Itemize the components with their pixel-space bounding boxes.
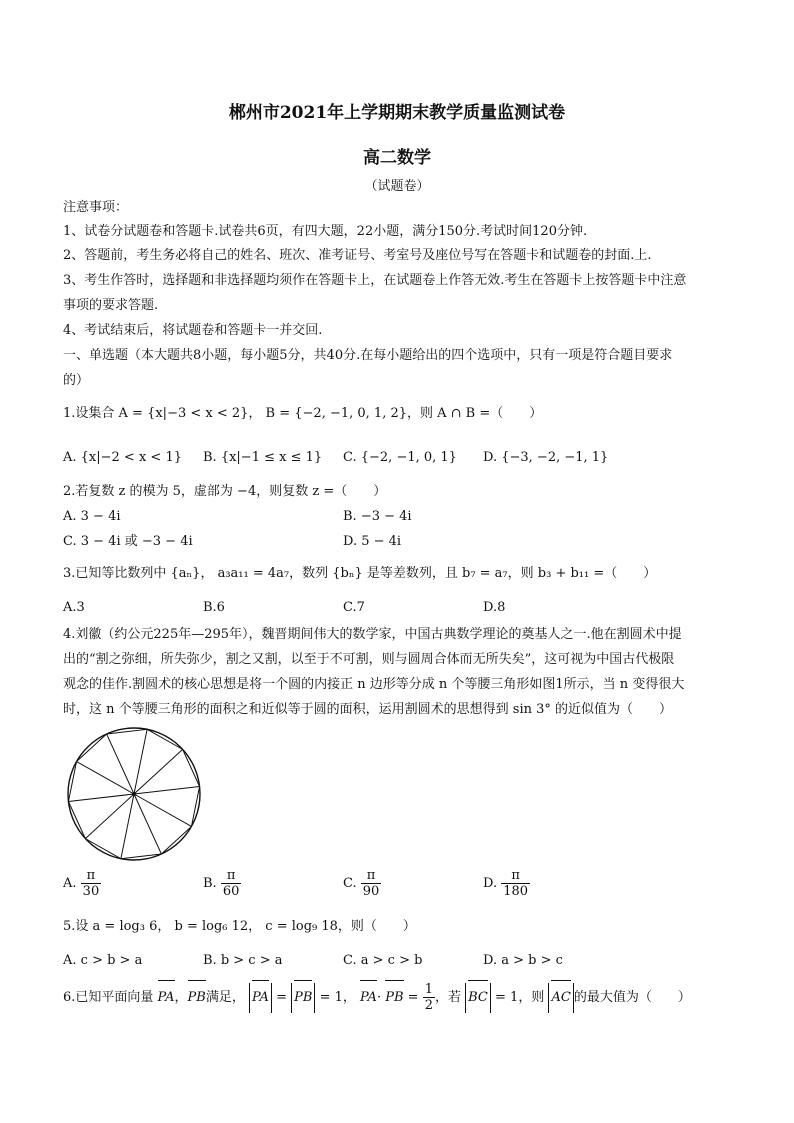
vector-ac: AC — [551, 983, 570, 1013]
frac-numerator: π — [361, 868, 382, 884]
q3-option-c: C.7 — [343, 600, 365, 615]
q2-stem: 2.若复数 z 的模为 5，虚部为 −4，则复数 z =（ ） — [63, 484, 387, 499]
q4-option-b-fraction — [221, 868, 242, 899]
q3-stem: 3.已知等比数列中 {aₙ}， a₃a₁₁ = 4a₇，数列 {bₙ} 是等差数列，且 b₇ = a₇，则 b₃ + b₁₁ =（ ） — [63, 566, 657, 581]
q3-option-b: B.6 — [203, 600, 225, 615]
q3-option-d: D.8 — [483, 600, 506, 615]
q4-option-c — [343, 868, 381, 899]
q4-line-4: 时，这 n 个等腰三角形的面积之和近似等于圆的面积，运用割圆术的思想得到 sin 3° 的近似值为（ ） — [63, 702, 673, 717]
notice-line-3b: 事项的要求答题. — [63, 298, 159, 313]
q1-option-d: D. {−3, −2, −1, 1} — [483, 450, 609, 465]
abs-ac — [548, 983, 573, 1013]
q4-option-d-fraction — [501, 868, 530, 899]
frac-numerator: π — [81, 868, 102, 884]
q6-part-2: 满足， — [205, 990, 245, 1005]
exam-subtitle: 高二数学 — [363, 148, 431, 168]
q4-option-a-label: A. — [63, 876, 77, 891]
section-heading-b: 的） — [63, 373, 90, 388]
q4-option-b-label: B. — [203, 876, 217, 891]
q6-eqsign: = — [403, 990, 423, 1005]
vector-pb-dot: PB — [385, 983, 403, 1013]
vector-pa-dot: PA — [360, 983, 377, 1013]
polygon-edge — [85, 839, 121, 859]
vector-pa-inner: PA — [252, 983, 269, 1013]
q4-option-a — [63, 868, 101, 899]
q2-option-b: B. −3 − 4i — [343, 509, 412, 524]
exam-title: 郴州市2021年上学期期末教学质量监测试卷 — [228, 103, 566, 123]
q6-eq1: = 1， — [319, 990, 356, 1005]
notice-heading: 注意事项： — [63, 200, 129, 215]
vector-pa: PA — [158, 983, 175, 1013]
q6-stem: 6.已知平面向量 PA，PB满足， PA = PB = 1， PA· PB = $\frac{1}{2}$ ，若 BC = 1，则 AC 的最大值为（ ） — [63, 982, 691, 1013]
vector-pb: PB — [188, 983, 206, 1013]
q1-option-a: A. {x|−2 < x < 1} — [63, 450, 182, 465]
frac-denominator: 180 — [503, 884, 529, 899]
q6-part-3: ，若 — [434, 990, 461, 1005]
q5-option-d: D. a > b > c — [483, 953, 563, 968]
vector-pb-inner: PB — [294, 983, 312, 1013]
half-fraction — [423, 982, 435, 1013]
frac-denominator: 2 — [424, 998, 433, 1013]
polygon-edge — [68, 802, 85, 839]
notice-line-3a: 3、考生作答时，选择题和非选择题均须作在答题卡上，在试题卷上作答无效.考生在答题卡上按答题卡中注意 — [63, 273, 687, 288]
vector-bc: BC — [468, 983, 488, 1013]
inscribed-polygon-figure — [64, 724, 204, 864]
q4-option-c-fraction — [361, 868, 382, 899]
polygon-spoke — [134, 794, 191, 826]
abs-bc — [465, 983, 491, 1013]
q6-part-1: 6.已知平面向量 — [63, 990, 154, 1005]
q4-line-2: 出的“割之弥细，所失弥少，割之又割，以至于不可割，则与圆周合体而无所失矣”，这可视为中国古代极限 — [63, 652, 675, 667]
polygon-lines — [68, 729, 199, 858]
abs-pa — [249, 983, 272, 1013]
q1-option-c: C. {−2, −1, 0, 1} — [343, 450, 457, 465]
q6-part-5: 的最大值为（ ） — [573, 990, 691, 1005]
exam-note: （试题卷） — [364, 179, 430, 194]
q4-option-d-label: D. — [483, 876, 498, 891]
q4-line-1: 4.刘徽（约公元225年—295年），魏晋期间伟大的数学家，中国古典数学理论的奠基人之一.他在割圆术中提 — [63, 627, 682, 642]
q1-option-b: B. {x|−1 ≤ x ≤ 1} — [203, 450, 323, 465]
abs-pb — [291, 983, 315, 1013]
polygon-edge — [147, 729, 183, 749]
q5-option-c: C. a > c > b — [343, 953, 423, 968]
q4-option-c-label: C. — [343, 876, 357, 891]
q4-option-b — [203, 868, 241, 899]
center-point — [132, 792, 136, 796]
q4-option-d — [483, 868, 530, 899]
notice-line-2: 2、答题前，考生务必将自己的姓名、班次、准考证号、考室号及座位号写在答题卡和试题卷的封面.上. — [63, 248, 652, 263]
q2-option-c: C. 3 − 4i 或 −3 − 4i — [63, 534, 193, 549]
frac-numerator: π — [221, 868, 242, 884]
q5-option-b: B. b > c > a — [203, 953, 283, 968]
polygon-spoke — [107, 734, 134, 794]
frac-numerator: π — [501, 868, 530, 884]
q2-option-d: D. 5 − 4i — [343, 534, 402, 549]
frac-denominator: 30 — [82, 884, 100, 899]
q6-dot: · — [376, 990, 386, 1005]
polygon-spoke — [134, 794, 161, 854]
section-heading-a: 一、单选题（本大题共8小题，每小题5分，共40分.在每小题给出的四个选项中，只有一项是符合题目要求 — [63, 348, 673, 363]
polygon-edge — [183, 749, 200, 786]
q4-line-3: 观念的佳作.割圆术的核心思想是将一个圆的内接正 n 边形等分成 n 个等腰三角形如图1所示，当 n 变得很大 — [63, 677, 685, 692]
polygon-edge — [77, 734, 107, 762]
q6-part-4: = 1，则 — [495, 990, 545, 1005]
q5-stem: 5.设 a = log₃ 6， b = log₆ 12， c = log₉ 18，则（ ） — [63, 919, 416, 934]
polygon-spoke — [134, 786, 200, 794]
polygon-spoke — [68, 794, 134, 802]
notice-line-4: 4、考试结束后，将试题卷和答题卡一并交回. — [63, 323, 323, 338]
q3-option-a: A.3 — [63, 600, 85, 615]
polygon-edge — [161, 826, 191, 854]
frac-denominator: 60 — [222, 884, 240, 899]
notice-line-1: 1、试卷分试题卷和答题卡.试卷共6页，有四大题，22小题，满分150分.考试时间120分钟. — [63, 224, 588, 239]
q2-option-a: A. 3 − 4i — [63, 509, 121, 524]
q6-sep: ， — [174, 990, 188, 1005]
polygon-spoke — [77, 762, 134, 794]
frac-numerator: 1 — [424, 982, 433, 997]
q1-stem: 1.设集合 A = {x|−3 < x < 2}， B = {−2, −1, 0, 1, 2}，则 A ∩ B =（ ） — [63, 406, 543, 421]
frac-denominator: 90 — [362, 884, 380, 899]
q5-option-a: A. c > b > a — [63, 953, 143, 968]
q4-option-a-fraction — [81, 868, 102, 899]
